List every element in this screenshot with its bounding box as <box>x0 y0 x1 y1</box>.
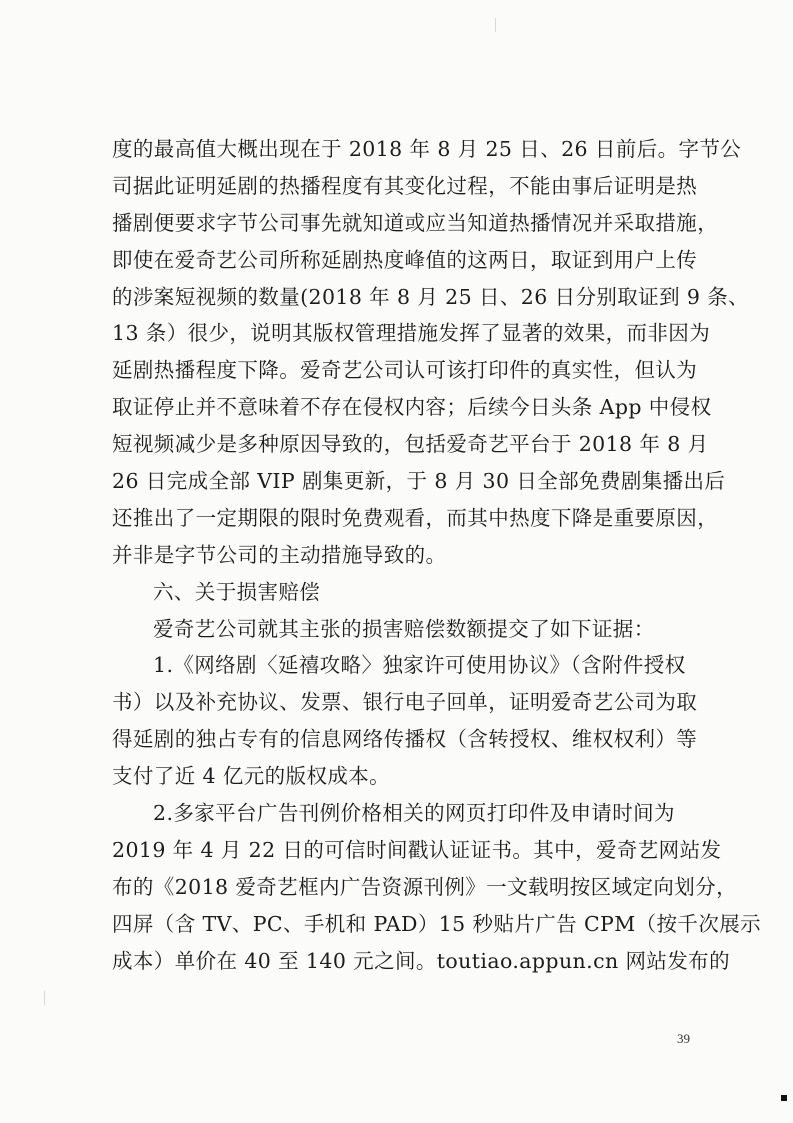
page-number: 39 <box>677 1031 690 1046</box>
scan-artifact <box>44 991 45 1005</box>
text-line: 26 日完成全部 VIP 剧集更新，于 8 月 30 日全部免费剧集播出后 <box>112 469 726 494</box>
text-line: 2019 年 4 月 22 日的可信时间戳认证证书。其中，爱奇艺网站发 <box>112 837 722 862</box>
text-line: 爱奇艺公司就其主张的损害赔偿数额提交了如下证据： <box>153 616 655 641</box>
scan-artifact <box>495 18 496 32</box>
text-line: 1.《网络剧〈延禧攻略〉独家许可使用协议》（含附件授权 <box>153 653 686 678</box>
text-line: 播剧便要求字节公司事先就知道或应当知道热播情况并采取措施， <box>112 210 719 235</box>
scan-corner-mark <box>781 1095 787 1101</box>
text-line: 成本）单价在 40 至 140 元之间。toutiao.appun.cn 网站发布的 <box>112 948 730 973</box>
text-line: 取证停止并不意味着不存在侵权内容；后续今日头条 App 中侵权 <box>112 395 712 420</box>
text-line: 还推出了一定期限的限时免费观看，而其中热度下降是重要原因， <box>112 505 719 530</box>
text-line: 2.多家平台广告刊例价格相关的网页打印件及申请时间为 <box>153 801 675 826</box>
text-line: 布的《2018 爱奇艺框内广告资源刊例》一文载明按区域定向划分， <box>112 874 737 899</box>
text-line: 支付了近 4 亿元的版权成本。 <box>112 764 391 789</box>
text-line: 短视频减少是多种原因导致的，包括爱奇艺平台于 2018 年 8 月 <box>112 432 709 457</box>
text-line: 书）以及补充协议、发票、银行电子回单，证明爱奇艺公司为取 <box>112 690 698 715</box>
text-line: 四屏（含 TV、PC、手机和 PAD）15 秒贴片广告 CPM（按千次展示 <box>112 911 762 936</box>
text-line: 度的最高值大概出现在于 2018 年 8 月 25 日、26 日前后。字节公 <box>112 137 742 161</box>
body-text <box>112 131 762 979</box>
text-line: 的涉案短视频的数量(2018 年 8 月 25 日、26 日分别取证到 9 条、 <box>112 284 750 309</box>
text-line: 司据此证明延剧的热播程度有其变化过程，不能由事后证明是热 <box>112 173 698 198</box>
text-line: 得延剧的独占专有的信息网络传播权（含转授权、维权权利）等 <box>112 727 698 752</box>
text-line: 即使在爱奇艺公司所称延剧热度峰值的这两日，取证到用户上传 <box>112 247 698 272</box>
text-line: 延剧热播程度下降。爱奇艺公司认可该打印件的真实性，但认为 <box>112 358 698 383</box>
text-line: 13 条）很少，说明其版权管理措施发挥了显著的效果，而非因为 <box>112 321 711 346</box>
text-line: 并非是字节公司的主动措施导致的。 <box>112 542 447 567</box>
section-heading: 六、关于损害赔偿 <box>153 579 321 604</box>
